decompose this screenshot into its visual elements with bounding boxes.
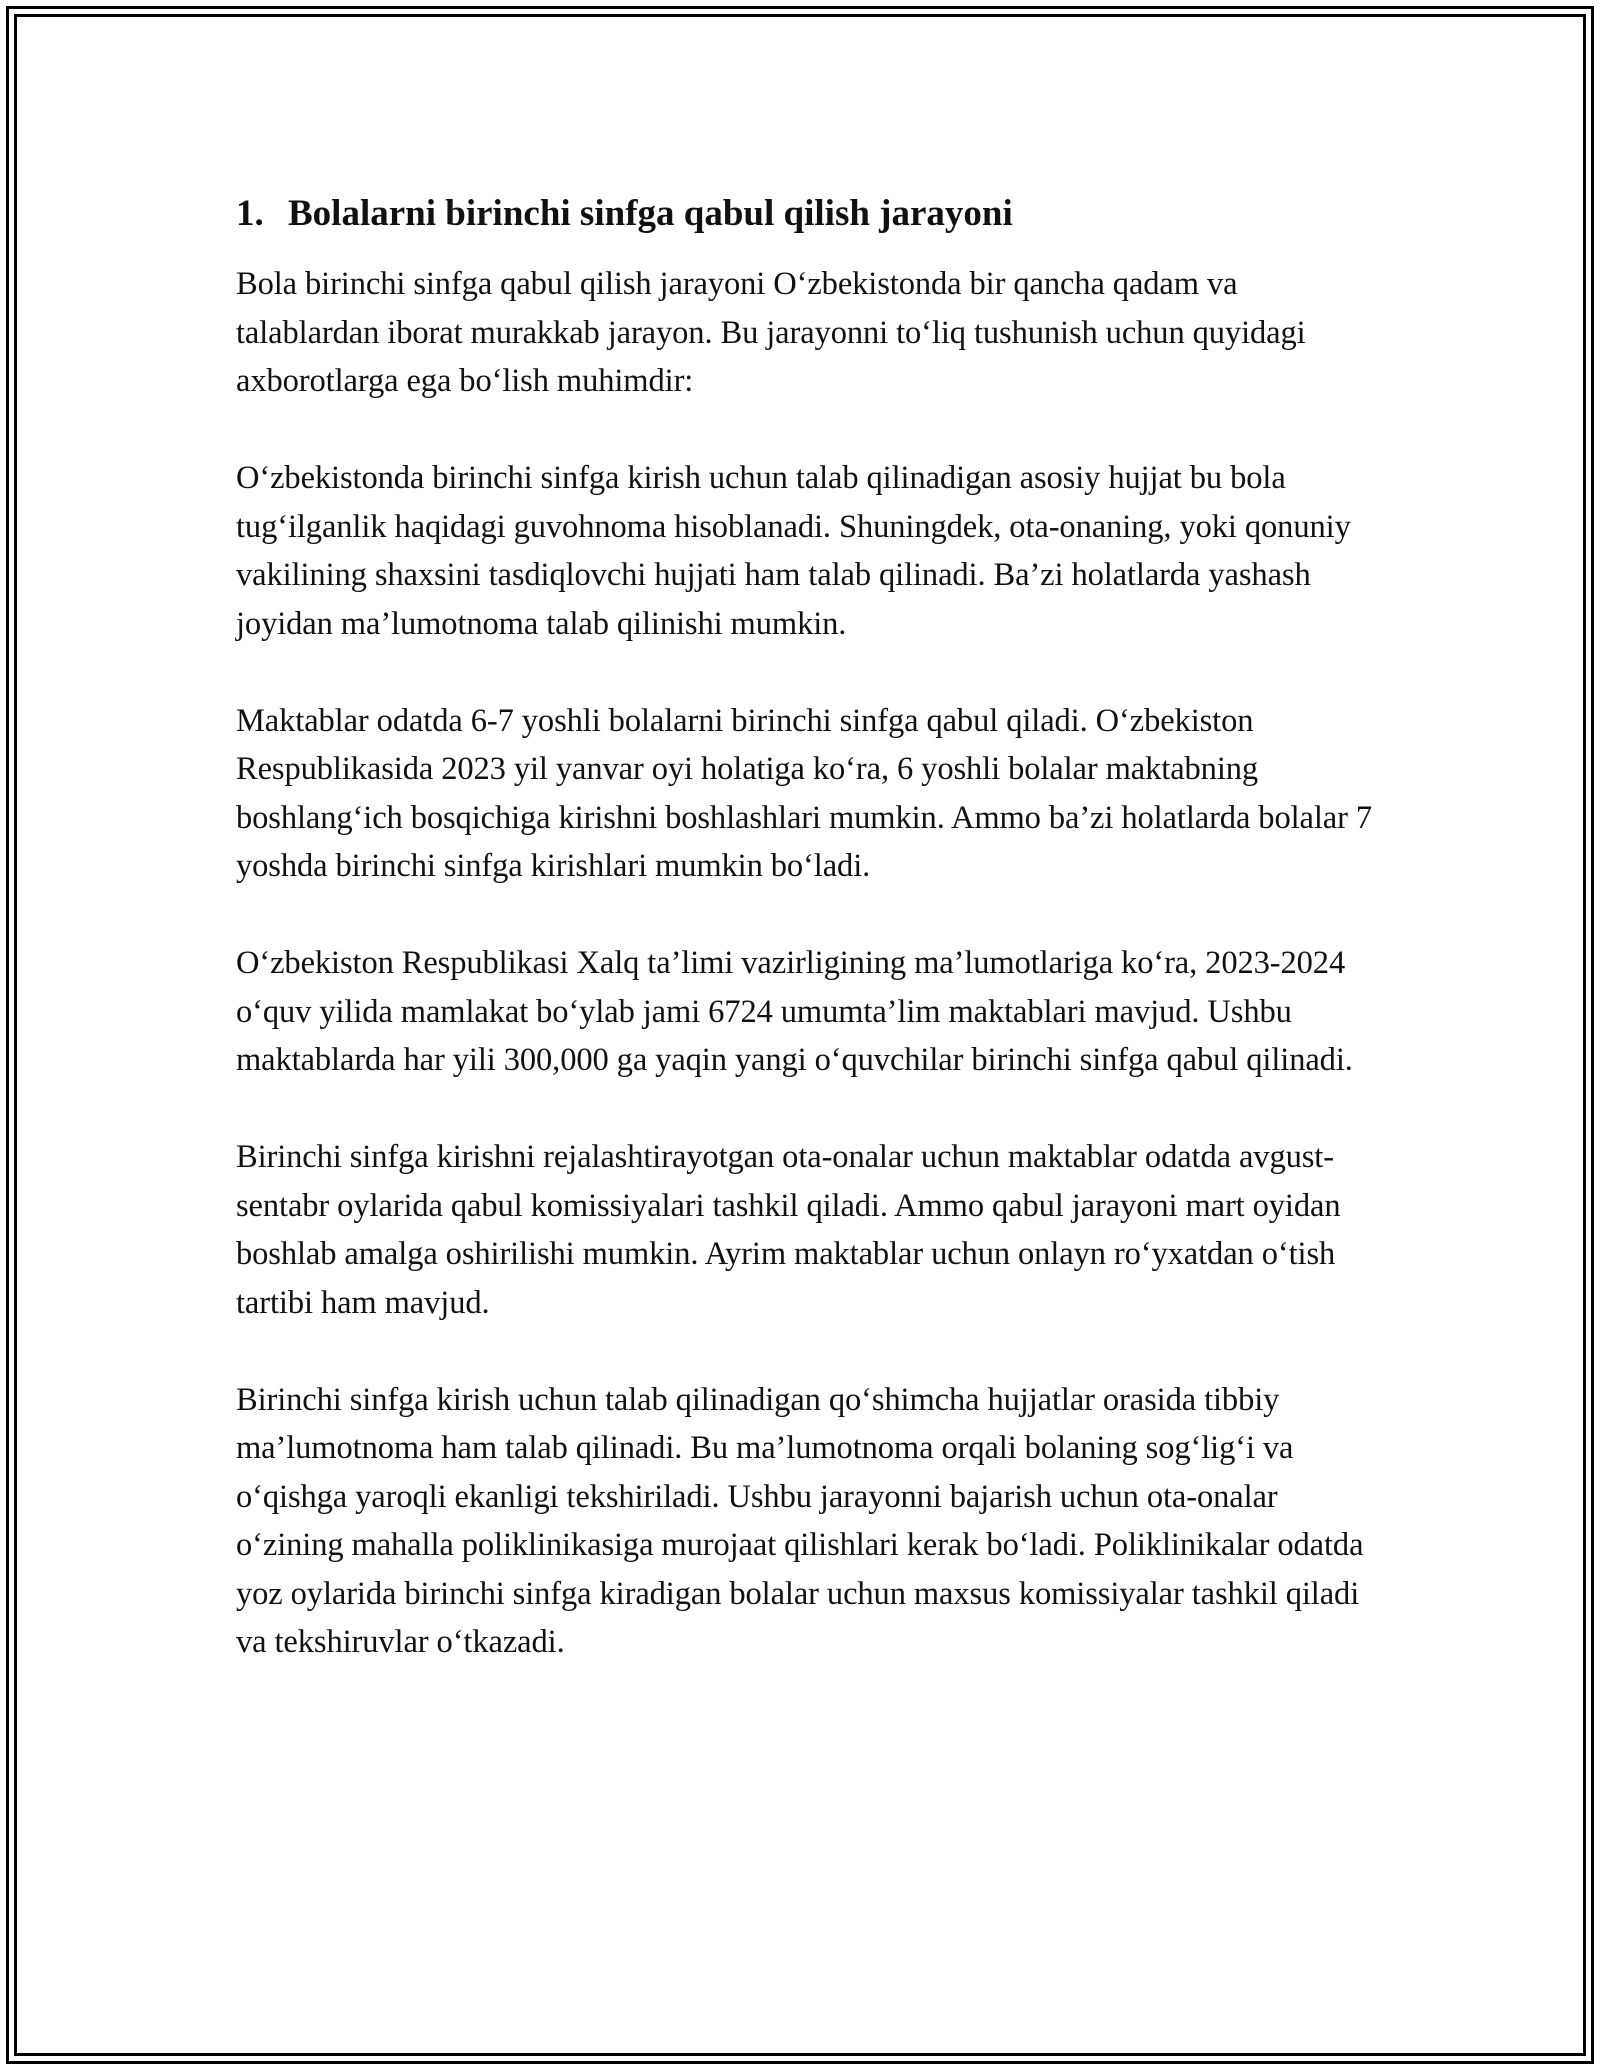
document-body bbox=[236, 188, 1376, 1715]
paragraph-statistics: O‘zbekiston Respublikasi Xalq ta’limi vazirligining ma’lumotlariga ko‘ra, 2023-2024 o‘quv yilida mamlakat bo‘ylab jami 6724 umumta’lim maktablari mavjud. Ushbu maktablarda har yili 300,000 ga yaqin yangi o‘quvchilar birinchi sinfga qabul qilinadi. bbox=[236, 945, 1353, 1078]
paragraph-intro: Bola birinchi sinfga qabul qilish jarayoni O‘zbekistonda bir qancha qadam va talablardan iborat murakkab jarayon. Bu jarayonni to‘liq tushunish uchun quyidagi axborotlarga ega bo‘lish muhimdir: bbox=[236, 266, 1306, 399]
paragraph-documents: O‘zbekistonda birinchi sinfga kirish uchun talab qilinadigan asosiy hujjat bu bola tug‘ilganlik haqidagi guvohnoma hisoblanadi. Shuningdek, ota-onaning, yoki qonuniy vakilining shaxsini tasdiqlovchi hujjati ham talab qilinadi. Ba’zi holatlarda yashash joyidan ma’lumotnoma talab qilinishi mumkin. bbox=[236, 460, 1351, 642]
paragraph-medical: Birinchi sinfga kirish uchun talab qilinadigan qo‘shimcha hujjatlar orasida tibbiy ma’lumotnoma ham talab qilinadi. Bu ma’lumotnoma orqali bolaning sog‘lig‘i va o‘qishga yaroqli ekanligi tekshiriladi. Ushbu jarayonni bajarish uchun ota-onalar o‘zining mahalla poliklinikasiga murojaat qilishlari kerak bo‘ladi. Poliklinikalar odatda yoz oylarida birinchi sinfga kiradigan bolalar uchun maxsus komissiyalar tashkil qiladi va tekshiruvlar o‘tkazadi. bbox=[236, 1381, 1364, 1660]
section-title: Bolalarni birinchi sinfga qabul qilish jarayoni bbox=[288, 193, 1013, 234]
paragraph-timeline: Birinchi sinfga kirishni rejalashtirayotgan ota-onalar uchun maktablar odatda avgust-sentabr oylarida qabul komissiyalari tashkil qiladi. Ammo qabul jarayoni mart oyidan boshlab amalga oshirilishi mumkin. Ayrim maktablar uchun onlayn ro‘yxatdan o‘tish tartibi ham mavjud. bbox=[236, 1139, 1341, 1321]
section-number: 1. bbox=[236, 193, 264, 234]
section-heading bbox=[236, 188, 1376, 240]
paragraph-age: Maktablar odatda 6-7 yoshli bolalarni birinchi sinfga qabul qiladi. O‘zbekiston Respublikasida 2023 yil yanvar oyi holatiga ko‘ra, 6 yoshli bolalar maktabning boshlang‘ich bosqichiga kirishni boshlashlari mumkin. Ammo ba’zi holatlarda bolalar 7 yoshda birinchi sinfga kirishlari mumkin bo‘ladi. bbox=[236, 702, 1372, 884]
